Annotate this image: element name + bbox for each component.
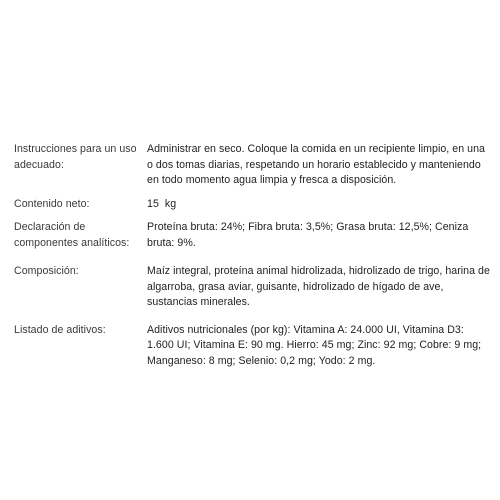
composition-label: Composición: [14,265,79,277]
analytical-components-value: Proteína bruta: 24%; Fibra bruta: 3,5%; Grasa bruta: 12,5%; Ceniza bruta: 9%. [147,221,469,249]
net-content-label: Contenido neto: [14,197,90,210]
analytical-components-label: Declaración de componentes analíticos: [14,221,130,249]
spec-row-instructions [14,142,490,189]
net-content-quantity: 15 [147,197,159,210]
spec-row-composition [14,264,490,311]
spec-row-net-content [14,197,490,213]
composition-value: Maíz integral, proteína animal hidrolizada, hidrolizado de trigo, harina de algarroba, grasa aviar, guisante, hidrolizado de hígado de ave, sustancias minerales. [147,265,490,308]
net-content-value [147,197,490,213]
spec-row-analytical-components [14,220,490,251]
product-spec-table [14,142,490,369]
additives-value: Aditivos nutricionales (por kg): Vitamina A: 24.000 UI, Vitamina D3: 1.600 UI; Vitamina E: 90 mg. Hierro: 45 mg; Zinc: 92 mg; Cobre: 9 mg; Manganeso: 8 mg; Selenio: 0,2 mg; Yodo: 2 mg. [147,323,482,367]
spec-row-additives [14,323,490,370]
instructions-label: Instrucciones para un uso adecuado: [14,143,137,171]
net-content-unit: kg [164,197,177,210]
instructions-value: Administrar en seco. Coloque la comida en un recipiente limpio, en una o dos tomas diarias, respetando un horario establecido y manteniendo en todo momento agua limpia y fresca a disposición. [147,143,485,186]
additives-label: Listado de aditivos: [14,323,106,336]
